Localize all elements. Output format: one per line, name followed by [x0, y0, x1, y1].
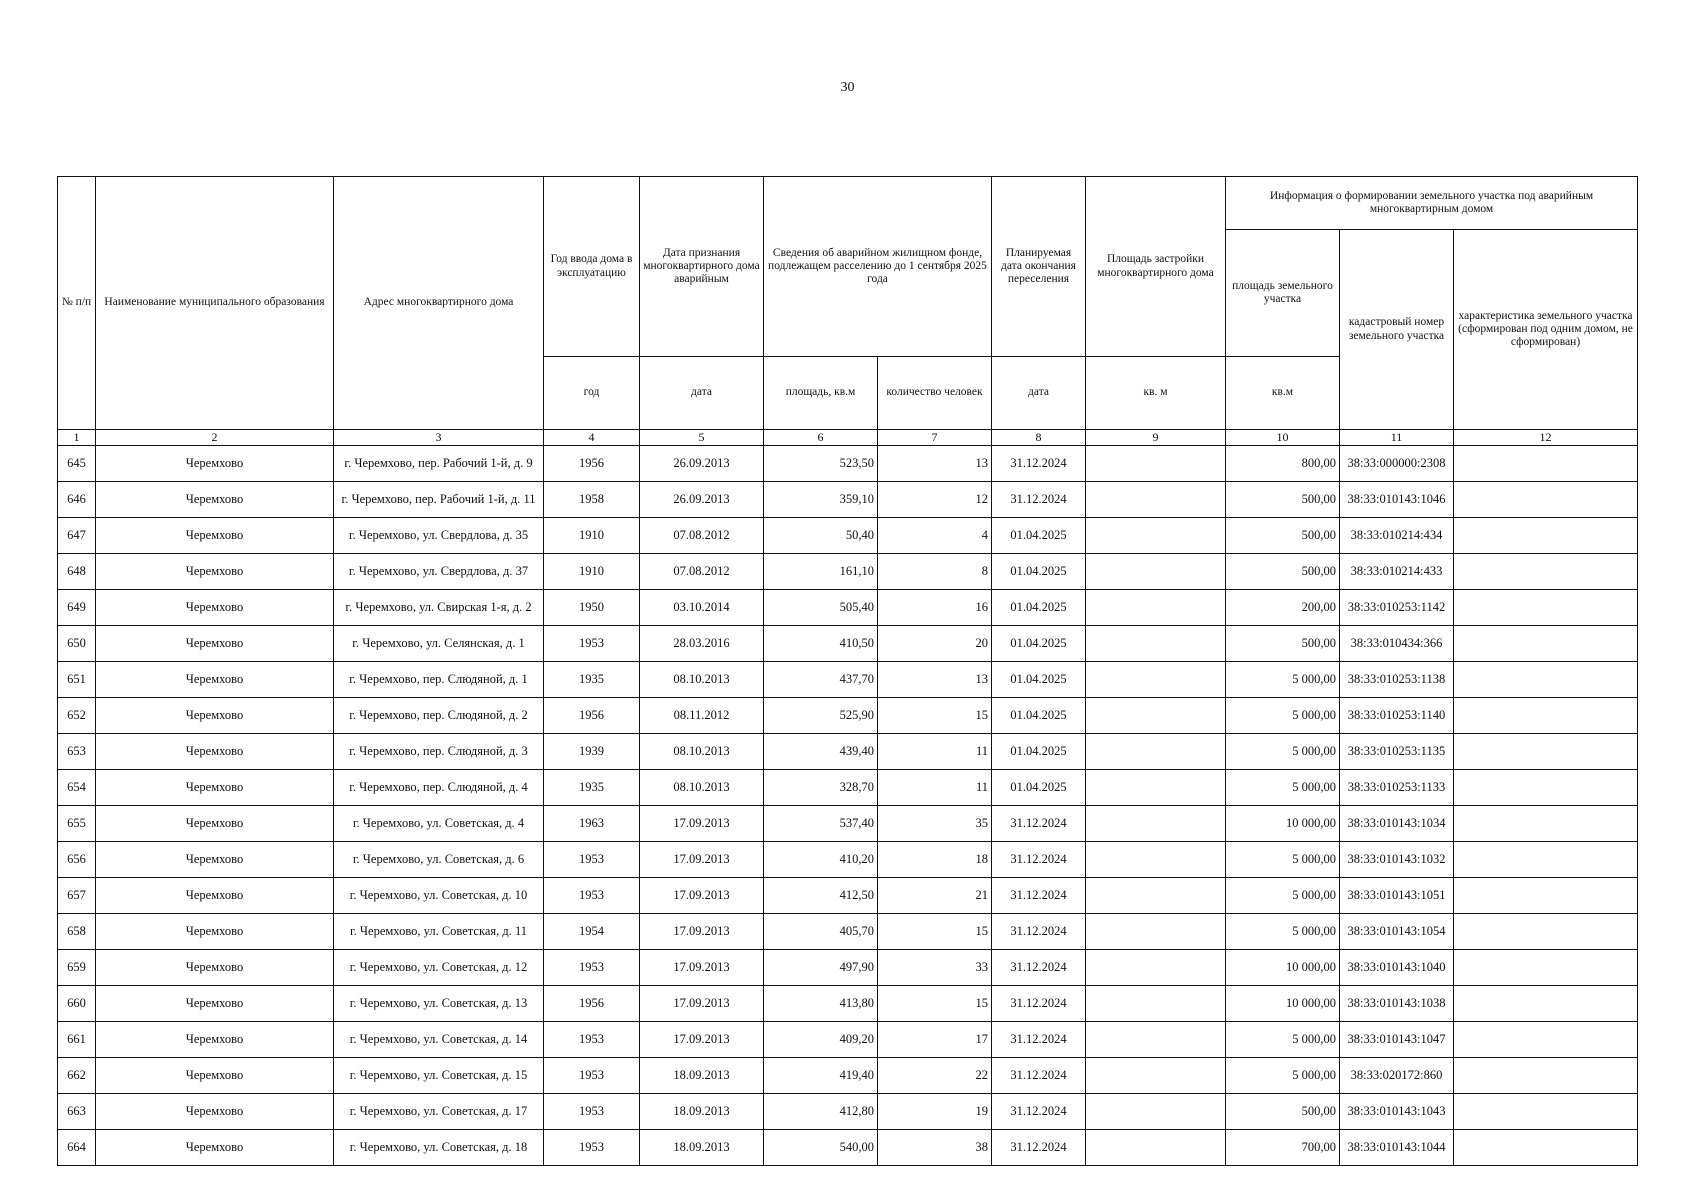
emergency-date-cell: 18.09.2013 — [640, 1058, 764, 1094]
address-cell: г. Черемхово, ул. Селянская, д. 1 — [334, 626, 544, 662]
building-area-cell — [1086, 626, 1226, 662]
building-area-cell — [1086, 554, 1226, 590]
cadastral-number-cell: 38:33:010253:1138 — [1340, 662, 1454, 698]
header-planned-date: Планируемая дата окончания переселения — [992, 177, 1086, 357]
area-cell: 540,00 — [764, 1130, 878, 1166]
emergency-date-cell: 03.10.2014 — [640, 590, 764, 626]
area-cell: 523,50 — [764, 446, 878, 482]
column-number: 5 — [640, 430, 764, 446]
year-cell: 1958 — [544, 482, 640, 518]
table-row — [58, 1022, 1638, 1058]
building-area-cell — [1086, 482, 1226, 518]
emergency-date-cell: 17.09.2013 — [640, 1022, 764, 1058]
page-number: 30 — [840, 80, 855, 95]
year-cell: 1935 — [544, 662, 640, 698]
row-number: 649 — [58, 590, 96, 626]
land-area-cell: 5 000,00 — [1226, 842, 1340, 878]
column-number: 11 — [1340, 430, 1454, 446]
row-number: 647 — [58, 518, 96, 554]
address-cell: г. Черемхово, ул. Советская, д. 4 — [334, 806, 544, 842]
municipality-cell: Черемхово — [96, 842, 334, 878]
year-cell: 1953 — [544, 1022, 640, 1058]
land-characteristic-cell — [1454, 842, 1638, 878]
building-area-cell — [1086, 1058, 1226, 1094]
land-area-cell: 500,00 — [1226, 1094, 1340, 1130]
table-row — [58, 1130, 1638, 1166]
planned-date-cell: 31.12.2024 — [992, 914, 1086, 950]
year-cell: 1953 — [544, 842, 640, 878]
header-address: Адрес многоквартирного дома — [334, 177, 544, 430]
planned-date-cell: 31.12.2024 — [992, 1022, 1086, 1058]
people-cell: 15 — [878, 914, 992, 950]
land-area-cell: 500,00 — [1226, 554, 1340, 590]
emergency-date-cell: 17.09.2013 — [640, 878, 764, 914]
table-row — [58, 914, 1638, 950]
table-row — [58, 554, 1638, 590]
cadastral-number-cell: 38:33:010253:1135 — [1340, 734, 1454, 770]
people-cell: 20 — [878, 626, 992, 662]
unit-sqm-10: кв.м — [1226, 357, 1340, 430]
year-cell: 1953 — [544, 1130, 640, 1166]
municipality-cell: Черемхово — [96, 1094, 334, 1130]
land-area-cell: 5 000,00 — [1226, 662, 1340, 698]
row-number: 648 — [58, 554, 96, 590]
table-header — [58, 177, 1638, 446]
table-row — [58, 878, 1638, 914]
land-area-cell: 5 000,00 — [1226, 1022, 1340, 1058]
emergency-date-cell: 07.08.2012 — [640, 554, 764, 590]
planned-date-cell: 31.12.2024 — [992, 446, 1086, 482]
municipality-cell: Черемхово — [96, 986, 334, 1022]
planned-date-cell: 31.12.2024 — [992, 1130, 1086, 1166]
emergency-date-cell: 17.09.2013 — [640, 986, 764, 1022]
address-cell: г. Черемхово, ул. Советская, д. 12 — [334, 950, 544, 986]
year-cell: 1910 — [544, 518, 640, 554]
land-area-cell: 500,00 — [1226, 626, 1340, 662]
planned-date-cell: 31.12.2024 — [992, 842, 1086, 878]
people-cell: 22 — [878, 1058, 992, 1094]
building-area-cell — [1086, 806, 1226, 842]
cadastral-number-cell: 38:33:010434:366 — [1340, 626, 1454, 662]
column-number: 4 — [544, 430, 640, 446]
unit-people: количество человек — [878, 357, 992, 430]
column-number: 6 — [764, 430, 878, 446]
address-cell: г. Черемхово, ул. Свердлова, д. 35 — [334, 518, 544, 554]
column-number: 1 — [58, 430, 96, 446]
column-number: 3 — [334, 430, 544, 446]
land-area-cell: 10 000,00 — [1226, 806, 1340, 842]
municipality-cell: Черемхово — [96, 590, 334, 626]
land-area-cell: 5 000,00 — [1226, 878, 1340, 914]
table-row — [58, 1058, 1638, 1094]
row-number: 657 — [58, 878, 96, 914]
address-cell: г. Черемхово, ул. Советская, д. 11 — [334, 914, 544, 950]
year-cell: 1953 — [544, 878, 640, 914]
emergency-date-cell: 08.10.2013 — [640, 770, 764, 806]
area-cell: 419,40 — [764, 1058, 878, 1094]
planned-date-cell: 01.04.2025 — [992, 626, 1086, 662]
municipality-cell: Черемхово — [96, 878, 334, 914]
building-area-cell — [1086, 1094, 1226, 1130]
emergency-date-cell: 17.09.2013 — [640, 806, 764, 842]
year-cell: 1953 — [544, 1058, 640, 1094]
people-cell: 38 — [878, 1130, 992, 1166]
planned-date-cell: 31.12.2024 — [992, 482, 1086, 518]
row-number: 663 — [58, 1094, 96, 1130]
row-number: 655 — [58, 806, 96, 842]
people-cell: 15 — [878, 698, 992, 734]
address-cell: г. Черемхово, пер. Слюдяной, д. 1 — [334, 662, 544, 698]
people-cell: 19 — [878, 1094, 992, 1130]
land-characteristic-cell — [1454, 626, 1638, 662]
land-characteristic-cell — [1454, 1094, 1638, 1130]
land-characteristic-cell — [1454, 806, 1638, 842]
municipality-cell: Черемхово — [96, 482, 334, 518]
land-area-cell: 800,00 — [1226, 446, 1340, 482]
column-number: 8 — [992, 430, 1086, 446]
year-cell: 1950 — [544, 590, 640, 626]
area-cell: 412,50 — [764, 878, 878, 914]
planned-date-cell: 31.12.2024 — [992, 950, 1086, 986]
planned-date-cell: 31.12.2024 — [992, 1058, 1086, 1094]
emergency-date-cell: 26.09.2013 — [640, 482, 764, 518]
land-area-cell: 500,00 — [1226, 518, 1340, 554]
people-cell: 13 — [878, 662, 992, 698]
land-characteristic-cell — [1454, 950, 1638, 986]
area-cell: 537,40 — [764, 806, 878, 842]
cadastral-number-cell: 38:33:010143:1032 — [1340, 842, 1454, 878]
address-cell: г. Черемхово, ул. Свирская 1-я, д. 2 — [334, 590, 544, 626]
building-area-cell — [1086, 1130, 1226, 1166]
table-row — [58, 950, 1638, 986]
column-number: 7 — [878, 430, 992, 446]
cadastral-number-cell: 38:33:010143:1034 — [1340, 806, 1454, 842]
municipality-cell: Черемхово — [96, 626, 334, 662]
land-area-cell: 5 000,00 — [1226, 734, 1340, 770]
building-area-cell — [1086, 446, 1226, 482]
land-area-cell: 10 000,00 — [1226, 950, 1340, 986]
header-municipality: Наименование муниципального образования — [96, 177, 334, 430]
year-cell: 1963 — [544, 806, 640, 842]
unit-sqm-9: кв. м — [1086, 357, 1226, 430]
people-cell: 16 — [878, 590, 992, 626]
address-cell: г. Черемхово, ул. Советская, д. 14 — [334, 1022, 544, 1058]
emergency-date-cell: 07.08.2012 — [640, 518, 764, 554]
area-cell: 525,90 — [764, 698, 878, 734]
cadastral-number-cell: 38:33:010143:1044 — [1340, 1130, 1454, 1166]
land-area-cell: 700,00 — [1226, 1130, 1340, 1166]
planned-date-cell: 31.12.2024 — [992, 986, 1086, 1022]
land-characteristic-cell — [1454, 878, 1638, 914]
area-cell: 161,10 — [764, 554, 878, 590]
year-cell: 1953 — [544, 626, 640, 662]
table-row — [58, 806, 1638, 842]
table-row — [58, 734, 1638, 770]
table-row — [58, 590, 1638, 626]
row-number: 650 — [58, 626, 96, 662]
municipality-cell: Черемхово — [96, 806, 334, 842]
land-area-cell: 5 000,00 — [1226, 698, 1340, 734]
column-number: 2 — [96, 430, 334, 446]
people-cell: 33 — [878, 950, 992, 986]
cadastral-number-cell: 38:33:010143:1054 — [1340, 914, 1454, 950]
table-row — [58, 770, 1638, 806]
row-number: 661 — [58, 1022, 96, 1058]
row-number: 652 — [58, 698, 96, 734]
planned-date-cell: 01.04.2025 — [992, 554, 1086, 590]
area-cell: 50,40 — [764, 518, 878, 554]
planned-date-cell: 01.04.2025 — [992, 770, 1086, 806]
cadastral-number-cell: 38:33:020172:860 — [1340, 1058, 1454, 1094]
year-cell: 1953 — [544, 1094, 640, 1130]
year-cell: 1956 — [544, 446, 640, 482]
area-cell: 410,20 — [764, 842, 878, 878]
municipality-cell: Черемхово — [96, 446, 334, 482]
people-cell: 11 — [878, 770, 992, 806]
land-characteristic-cell — [1454, 446, 1638, 482]
people-cell: 15 — [878, 986, 992, 1022]
building-area-cell — [1086, 734, 1226, 770]
land-characteristic-cell — [1454, 1130, 1638, 1166]
address-cell: г. Черемхово, ул. Советская, д. 17 — [334, 1094, 544, 1130]
table-row — [58, 986, 1638, 1022]
building-area-cell — [1086, 914, 1226, 950]
year-cell: 1956 — [544, 698, 640, 734]
row-number: 658 — [58, 914, 96, 950]
column-number-row — [58, 430, 1638, 446]
header-land-area: площадь земельного участка — [1226, 230, 1340, 357]
address-cell: г. Черемхово, пер. Слюдяной, д. 4 — [334, 770, 544, 806]
planned-date-cell: 01.04.2025 — [992, 662, 1086, 698]
row-number: 660 — [58, 986, 96, 1022]
unit-date-8: дата — [992, 357, 1086, 430]
year-cell: 1956 — [544, 986, 640, 1022]
column-number: 10 — [1226, 430, 1340, 446]
table-row — [58, 446, 1638, 482]
people-cell: 21 — [878, 878, 992, 914]
area-cell: 505,40 — [764, 590, 878, 626]
header-num: № п/п — [58, 177, 96, 430]
land-characteristic-cell — [1454, 986, 1638, 1022]
emergency-date-cell: 18.09.2013 — [640, 1094, 764, 1130]
emergency-date-cell: 26.09.2013 — [640, 446, 764, 482]
building-area-cell — [1086, 770, 1226, 806]
land-characteristic-cell — [1454, 1022, 1638, 1058]
land-characteristic-cell — [1454, 662, 1638, 698]
municipality-cell: Черемхово — [96, 734, 334, 770]
area-cell: 405,70 — [764, 914, 878, 950]
row-number: 656 — [58, 842, 96, 878]
header-land-info: Информация о формировании земельного участка под аварийным многоквартирным домом — [1226, 177, 1638, 230]
header-housing-info: Сведения об аварийном жилищном фонде, подлежащем расселению до 1 сентября 2025 года — [764, 177, 992, 357]
area-cell: 410,50 — [764, 626, 878, 662]
cadastral-number-cell: 38:33:010143:1046 — [1340, 482, 1454, 518]
table-row — [58, 482, 1638, 518]
land-characteristic-cell — [1454, 770, 1638, 806]
row-number: 653 — [58, 734, 96, 770]
area-cell: 439,40 — [764, 734, 878, 770]
cadastral-number-cell: 38:33:010214:433 — [1340, 554, 1454, 590]
building-area-cell — [1086, 590, 1226, 626]
land-characteristic-cell — [1454, 554, 1638, 590]
unit-date-5: дата — [640, 357, 764, 430]
cadastral-number-cell: 38:33:010143:1051 — [1340, 878, 1454, 914]
land-area-cell: 5 000,00 — [1226, 914, 1340, 950]
cadastral-number-cell: 38:33:010143:1043 — [1340, 1094, 1454, 1130]
address-cell: г. Черемхово, ул. Советская, д. 6 — [334, 842, 544, 878]
land-area-cell: 500,00 — [1226, 482, 1340, 518]
land-area-cell: 5 000,00 — [1226, 770, 1340, 806]
table-row — [58, 1094, 1638, 1130]
building-area-cell — [1086, 698, 1226, 734]
address-cell: г. Черемхово, ул. Советская, д. 15 — [334, 1058, 544, 1094]
table-row — [58, 626, 1638, 662]
header-cadastral: кадастровый номер земельного участка — [1340, 230, 1454, 430]
land-area-cell: 200,00 — [1226, 590, 1340, 626]
building-area-cell — [1086, 950, 1226, 986]
planned-date-cell: 01.04.2025 — [992, 518, 1086, 554]
header-year-commissioned: Год ввода дома в эксплуатацию — [544, 177, 640, 357]
table-row — [58, 518, 1638, 554]
address-cell: г. Черемхово, ул. Советская, д. 13 — [334, 986, 544, 1022]
cadastral-number-cell: 38:33:010143:1038 — [1340, 986, 1454, 1022]
building-area-cell — [1086, 842, 1226, 878]
header-land-characteristic: характеристика земельного участка (сформирован под одним домом, не сформирован) — [1454, 230, 1638, 430]
address-cell: г. Черемхово, пер. Слюдяной, д. 3 — [334, 734, 544, 770]
people-cell: 11 — [878, 734, 992, 770]
planned-date-cell: 31.12.2024 — [992, 878, 1086, 914]
row-number: 659 — [58, 950, 96, 986]
building-area-cell — [1086, 986, 1226, 1022]
column-number: 12 — [1454, 430, 1638, 446]
people-cell: 17 — [878, 1022, 992, 1058]
planned-date-cell: 01.04.2025 — [992, 698, 1086, 734]
people-cell: 18 — [878, 842, 992, 878]
cadastral-number-cell: 38:33:010143:1040 — [1340, 950, 1454, 986]
building-area-cell — [1086, 878, 1226, 914]
cadastral-number-cell: 38:33:010214:434 — [1340, 518, 1454, 554]
area-cell: 437,70 — [764, 662, 878, 698]
year-cell: 1939 — [544, 734, 640, 770]
unit-year: год — [544, 357, 640, 430]
table-body — [58, 446, 1638, 1166]
area-cell: 409,20 — [764, 1022, 878, 1058]
unit-area: площадь, кв.м — [764, 357, 878, 430]
row-number: 651 — [58, 662, 96, 698]
building-area-cell — [1086, 662, 1226, 698]
municipality-cell: Черемхово — [96, 1130, 334, 1166]
people-cell: 8 — [878, 554, 992, 590]
land-characteristic-cell — [1454, 482, 1638, 518]
people-cell: 4 — [878, 518, 992, 554]
cadastral-number-cell: 38:33:010253:1142 — [1340, 590, 1454, 626]
header-building-area: Площадь застройки многоквартирного дома — [1086, 177, 1226, 357]
land-characteristic-cell — [1454, 518, 1638, 554]
area-cell: 359,10 — [764, 482, 878, 518]
row-number: 646 — [58, 482, 96, 518]
building-area-cell — [1086, 518, 1226, 554]
emergency-date-cell: 08.11.2012 — [640, 698, 764, 734]
area-cell: 328,70 — [764, 770, 878, 806]
header-emergency-date: Дата признания многоквартирного дома аварийным — [640, 177, 764, 357]
address-cell: г. Черемхово, пер. Рабочий 1-й, д. 9 — [334, 446, 544, 482]
emergency-housing-table — [57, 176, 1638, 1166]
municipality-cell: Черемхово — [96, 1022, 334, 1058]
address-cell: г. Черемхово, ул. Свердлова, д. 37 — [334, 554, 544, 590]
row-number: 645 — [58, 446, 96, 482]
emergency-date-cell: 17.09.2013 — [640, 842, 764, 878]
people-cell: 35 — [878, 806, 992, 842]
emergency-date-cell: 17.09.2013 — [640, 914, 764, 950]
municipality-cell: Черемхово — [96, 518, 334, 554]
municipality-cell: Черемхово — [96, 554, 334, 590]
area-cell: 413,80 — [764, 986, 878, 1022]
municipality-cell: Черемхово — [96, 1058, 334, 1094]
land-characteristic-cell — [1454, 734, 1638, 770]
table-row — [58, 698, 1638, 734]
area-cell: 497,90 — [764, 950, 878, 986]
planned-date-cell: 31.12.2024 — [992, 806, 1086, 842]
people-cell: 13 — [878, 446, 992, 482]
address-cell: г. Черемхово, пер. Рабочий 1-й, д. 11 — [334, 482, 544, 518]
municipality-cell: Черемхово — [96, 950, 334, 986]
municipality-cell: Черемхово — [96, 698, 334, 734]
land-characteristic-cell — [1454, 914, 1638, 950]
year-cell: 1935 — [544, 770, 640, 806]
area-cell: 412,80 — [764, 1094, 878, 1130]
building-area-cell — [1086, 1022, 1226, 1058]
planned-date-cell: 31.12.2024 — [992, 1094, 1086, 1130]
cadastral-number-cell: 38:33:010253:1133 — [1340, 770, 1454, 806]
land-characteristic-cell — [1454, 698, 1638, 734]
row-number: 664 — [58, 1130, 96, 1166]
emergency-date-cell: 17.09.2013 — [640, 950, 764, 986]
municipality-cell: Черемхово — [96, 770, 334, 806]
address-cell: г. Черемхово, ул. Советская, д. 10 — [334, 878, 544, 914]
land-characteristic-cell — [1454, 590, 1638, 626]
emergency-date-cell: 08.10.2013 — [640, 734, 764, 770]
table-row — [58, 842, 1638, 878]
row-number: 662 — [58, 1058, 96, 1094]
people-cell: 12 — [878, 482, 992, 518]
emergency-date-cell: 18.09.2013 — [640, 1130, 764, 1166]
emergency-date-cell: 08.10.2013 — [640, 662, 764, 698]
municipality-cell: Черемхово — [96, 662, 334, 698]
planned-date-cell: 01.04.2025 — [992, 734, 1086, 770]
land-area-cell: 10 000,00 — [1226, 986, 1340, 1022]
land-characteristic-cell — [1454, 1058, 1638, 1094]
table-row — [58, 662, 1638, 698]
address-cell: г. Черемхово, пер. Слюдяной, д. 2 — [334, 698, 544, 734]
address-cell: г. Черемхово, ул. Советская, д. 18 — [334, 1130, 544, 1166]
emergency-date-cell: 28.03.2016 — [640, 626, 764, 662]
land-area-cell: 5 000,00 — [1226, 1058, 1340, 1094]
year-cell: 1953 — [544, 950, 640, 986]
column-number: 9 — [1086, 430, 1226, 446]
planned-date-cell: 01.04.2025 — [992, 590, 1086, 626]
year-cell: 1910 — [544, 554, 640, 590]
cadastral-number-cell: 38:33:010253:1140 — [1340, 698, 1454, 734]
year-cell: 1954 — [544, 914, 640, 950]
cadastral-number-cell: 38:33:010143:1047 — [1340, 1022, 1454, 1058]
row-number: 654 — [58, 770, 96, 806]
municipality-cell: Черемхово — [96, 914, 334, 950]
cadastral-number-cell: 38:33:000000:2308 — [1340, 446, 1454, 482]
